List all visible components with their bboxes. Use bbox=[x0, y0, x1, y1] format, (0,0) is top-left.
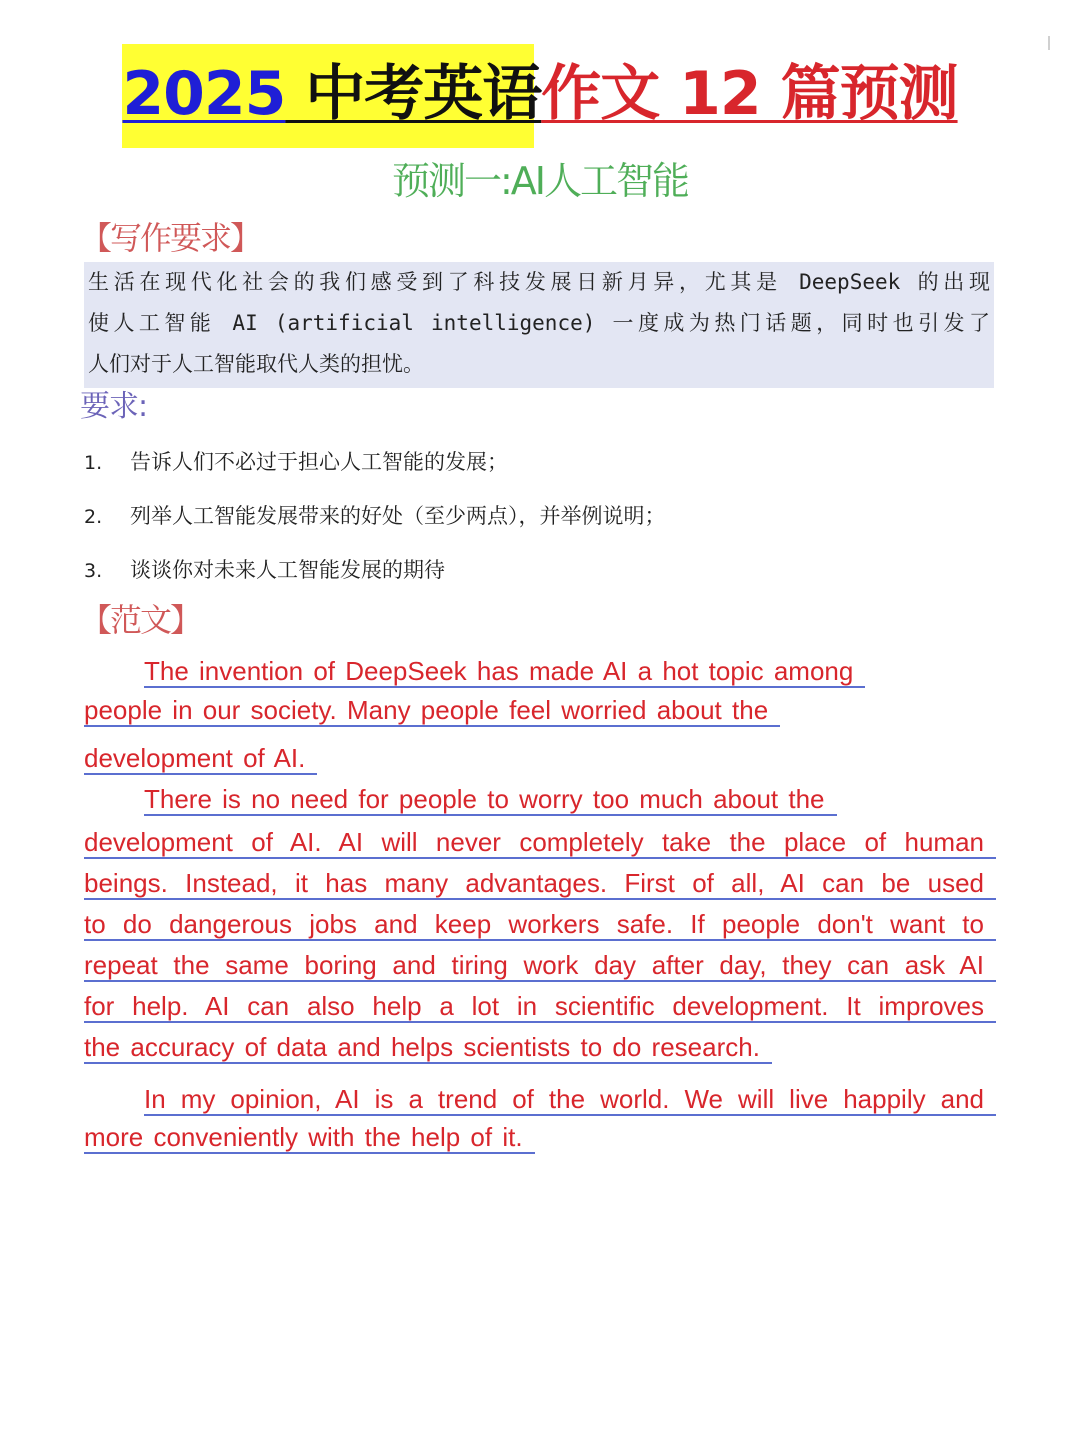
model-essay-label: 【范文】 bbox=[80, 601, 201, 639]
essay-line bbox=[84, 1084, 996, 1122]
essay-line bbox=[84, 656, 996, 695]
essay-line bbox=[84, 868, 996, 909]
essay-line-text: The invention of DeepSeek has made AI a hot topic among bbox=[144, 656, 865, 688]
essay-line bbox=[84, 1122, 996, 1162]
essay-paragraph-2 bbox=[84, 784, 996, 1073]
essay-line bbox=[84, 743, 996, 784]
essay-line-text: for help. AI can also help a lot in scientific development. It improves bbox=[84, 991, 996, 1023]
essay-line-text: people in our society. Many people feel worried about the bbox=[84, 695, 780, 727]
requirements-label: 要求: bbox=[80, 389, 148, 424]
list-item-text: 列举人工智能发展带来的好处（至少两点），并举例说明； bbox=[130, 504, 666, 528]
list-item-text: 告诉人们不必过于担心人工智能的发展； bbox=[130, 450, 508, 474]
essay-line-text: repeat the same boring and tiring work day after day, they can ask AI bbox=[84, 950, 996, 982]
list-item-number: 3. bbox=[84, 560, 103, 582]
prompt-line: 人们对于人工智能取代人类的担忧。 bbox=[88, 352, 424, 376]
prompt-box bbox=[84, 262, 994, 388]
list-item-text: 谈谈你对未来人工智能发展的期待 bbox=[130, 558, 445, 582]
list-item-number: 1. bbox=[84, 452, 103, 474]
essay-line bbox=[84, 827, 996, 868]
essay-line-text: There is no need for people to worry too much about the bbox=[144, 784, 837, 816]
essay-paragraph-3 bbox=[84, 1084, 996, 1162]
essay-line-text: the accuracy of data and helps scientists to do research. bbox=[84, 1032, 772, 1064]
essay-paragraph-1 bbox=[84, 656, 996, 784]
title-black-part: 中考英语 bbox=[285, 59, 542, 129]
essay-line-text: beings. Instead, it has many advantages. First of all, AI can be used bbox=[84, 868, 996, 900]
essay-line bbox=[84, 909, 996, 950]
essay-line bbox=[84, 1032, 996, 1073]
essay-line bbox=[84, 695, 996, 743]
title-red-part: 作文 12 篇预测 bbox=[541, 59, 958, 129]
list-item bbox=[84, 442, 666, 496]
essay-line-text: more conveniently with the help of it. bbox=[84, 1122, 535, 1154]
essay-line-text: to do dangerous jobs and keep workers safe. If people don't want to bbox=[84, 909, 996, 941]
list-item bbox=[84, 496, 666, 550]
essay-line-text: development of AI. AI will never completely take the place of human bbox=[84, 827, 996, 859]
essay-line bbox=[84, 784, 996, 827]
subtitle: 预测一:AI人工智能 bbox=[391, 159, 688, 203]
prompt-line: 生活在现代化社会的我们感受到了科技发展日新月异，尤其是 DeepSeek 的出现 bbox=[88, 270, 990, 294]
writing-requirement-label: 【写作要求】 bbox=[80, 219, 261, 257]
page-title bbox=[0, 44, 1080, 144]
list-item-number: 2. bbox=[84, 506, 103, 528]
essay-line bbox=[84, 950, 996, 991]
essay-line-text: development of AI. bbox=[84, 743, 317, 775]
essay-line-text: In my opinion, AI is a trend of the world. We will live happily and bbox=[144, 1084, 996, 1116]
title-year: 2025 bbox=[122, 59, 286, 129]
prompt-line: 使人工智能 AI (artificial intelligence) 一度成为热门话题，同时也引发了 bbox=[88, 311, 990, 335]
requirements-list bbox=[84, 442, 666, 604]
essay-line bbox=[84, 991, 996, 1032]
